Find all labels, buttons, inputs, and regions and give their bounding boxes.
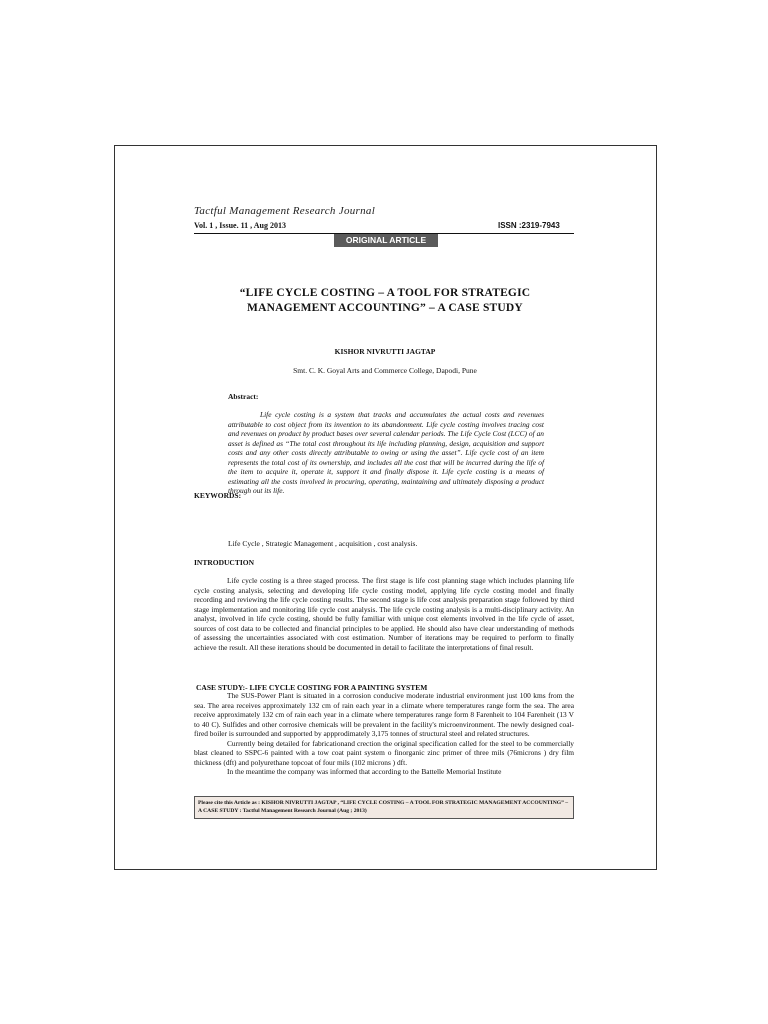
citation-box: Please cite this Article as : KISHOR NIVRUTTI JAGTAP , “LIFE CYCLE COSTING – A TOOL FOR STRATEGIC MANAGEMENT ACCOUNTING” – A CASE STUDY : Tactful Management Research Journal (Aug ; 2013) (194, 796, 574, 819)
abstract-text: Life cycle costing is a system that tracks and accumulates the actual costs and revenues attributable to cost object from its invention to its abandonment. Life cycle costing involves tracing cost and revenues on product by product bases over several calendar periods. The Life Cycle Cost (LCC) of an asset is defined as “The total cost throughout its life including planning, design, acquisition and support costs and any other costs directly attributable to owing or using the asset”. Life cycle cost of an item represents the total cost of its ownership, and includes all the cost that will be incurred during the life of the item to acquire it, operate it, support it and finally dispose it. Life cycle costing is a means of estimating all the costs involved in procuring, operating, maintaining and ultimately disposing a product through out its life. (228, 410, 544, 495)
case-study-text (194, 691, 574, 777)
case-study-paragraph: Currently being detailed for fabricationand crection the original specification called for the steel to be commercially blast cleaned to SSPC-6 painted with a tow coat paint system o finorganic zinc primer of three mils (76microns ) dry film thickness (dft) and polyurethane topcoat of four mils (102 microns ) dft. (194, 738, 574, 767)
title-line-2: MANAGEMENT ACCOUNTING” – A CASE STUDY (247, 302, 523, 314)
article-type-badge: ORIGINAL ARTICLE (334, 234, 438, 247)
introduction-heading: INTRODUCTION (194, 558, 255, 567)
journal-name: Tactful Management Research Journal (194, 205, 376, 217)
title-line-1: “LIFE CYCLE COSTING – A TOOL FOR STRATEGIC (239, 287, 531, 299)
abstract-heading: Abstract: (228, 392, 259, 401)
case-study-heading: CASE STUDY:- LIFE CYCLE COSTING FOR A PAINTING SYSTEM (196, 683, 428, 692)
keywords-heading: KEYWORDS: (194, 491, 242, 500)
case-study-paragraph: In the meantime the company was informed that according to the Battelle Memorial Institute (227, 767, 502, 776)
article-title (200, 286, 570, 316)
author-affiliation: Smt. C. K. Goyal Arts and Commerce College, Dapodi, Pune (293, 366, 477, 375)
keywords-list: Life Cycle , Strategic Management , acquisition , cost analysis. (228, 539, 418, 548)
case-study-paragraph: The SUS-Power Plant is situated in a corrosion conducive moderate industrial environment just 100 kms from the sea. The area receives approximately 132 cm of rain each year in a climate where temperatures range form the sea. The area receive approximately 132 cm of rain each year in a climate where temperatures range form 8 Farenheit to 104 Farenheit (13 V to 40 C). Sulfides and other corrosive chemicals will be prevalent in the facility's microenvironment. The newly designed coal-fired boiler is surrounded and supported by appprodimately 3,175 tonnes of structural steel and related structures. (194, 691, 574, 738)
volume-issue: Vol. 1 , Issue. 11 , Aug 2013 (194, 221, 286, 230)
author-name: KISHOR NIVRUTTI JAGTAP (334, 347, 436, 356)
introduction-text: Life cycle costing is a three staged process. The first stage is life cost planning stage which includes planning life cycle costing analysis, selecting and developing life cycle costing model, applying life cycle costing model and finally recording and reviewing the life cycle costing results. The second stage is life cost analysis preparation stage followed by third stage implementation and monitoring life cycle cost analysis. The life cycle costing analysis is a multi-disciplinary activity. An analyst, involved in life cycle costing, should be fully familiar with unique cost elements involved in the life cycle of asset, sources of cost data to be collected and financial principles to be applied. He should also have clear understanding of methods of assessing the uncertainties associated with cost estimation. Number of iterations may be required to perform to finally achieve the result. All these iterations should be documented in detail to facilitate the interpretations of final result. (194, 576, 574, 652)
issn: ISSN :2319-7943 (498, 221, 560, 230)
